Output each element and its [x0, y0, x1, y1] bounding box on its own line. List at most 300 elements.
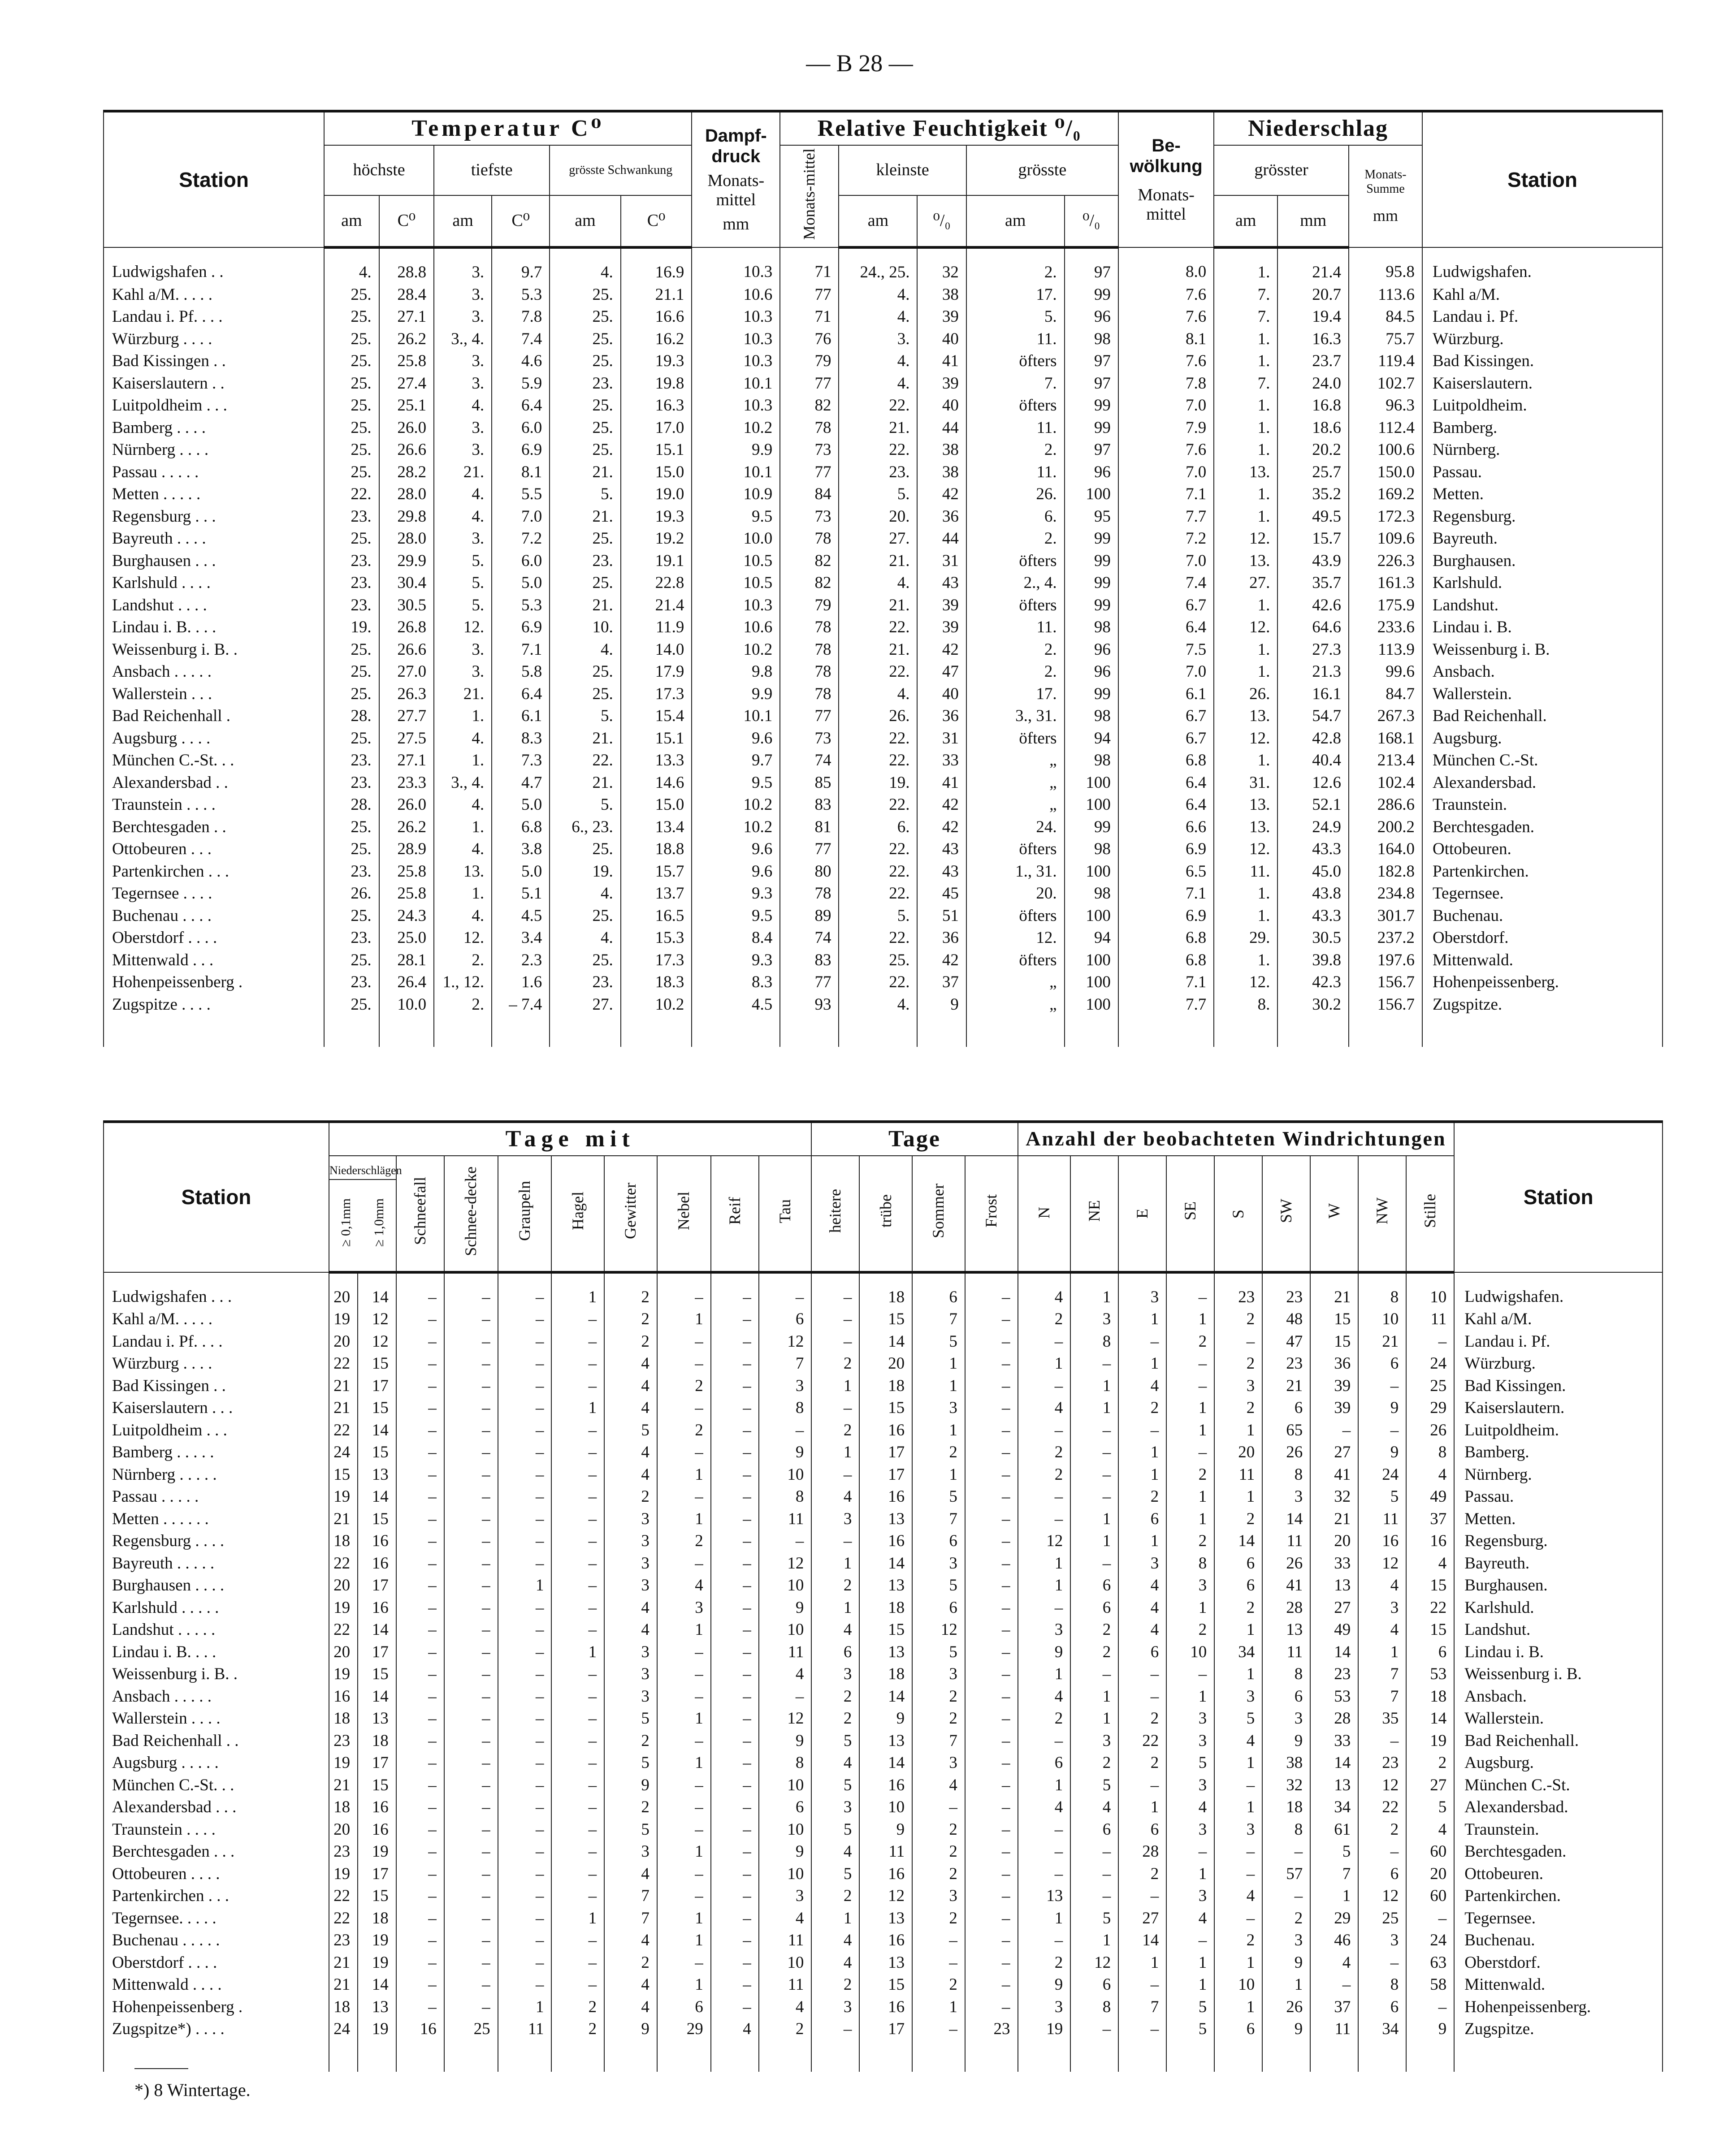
value-cell: 213.4 — [1349, 749, 1422, 772]
value-cell: 1 — [1166, 1419, 1214, 1442]
value-cell: 5.3 — [492, 284, 550, 306]
value-cell: 1 — [1358, 1641, 1406, 1663]
value-cell: 5. — [434, 594, 492, 617]
value-cell: – — [444, 1774, 498, 1797]
value-cell: 6 — [1358, 1352, 1406, 1375]
value-cell: 1. — [434, 816, 492, 838]
value-cell: 21.3 — [1277, 661, 1349, 683]
value-cell: 6 — [1214, 2018, 1262, 2040]
value-cell: 26.3 — [379, 683, 434, 705]
value-cell: – — [396, 1929, 444, 1952]
station-cell: Burghausen. — [1422, 550, 1663, 572]
value-cell: – — [444, 1974, 498, 1996]
value-cell: 3 — [604, 1663, 657, 1685]
value-cell: 8 — [1358, 1272, 1406, 1309]
value-cell: 3 — [1070, 1730, 1118, 1752]
value-cell: – — [551, 1419, 604, 1442]
station-cell: Bayreuth. — [1454, 1552, 1663, 1575]
summer-days-label: Sommer — [929, 1184, 948, 1239]
station-cell: Nürnberg. — [1422, 439, 1663, 461]
value-cell: öfters — [966, 394, 1065, 417]
value-cell: 2 — [1118, 1486, 1166, 1508]
value-cell: 15.1 — [621, 727, 692, 750]
value-cell: 74 — [780, 749, 839, 772]
value-cell: 10.1 — [692, 705, 780, 727]
station-cell: München C.-St. — [1422, 749, 1663, 772]
value-cell: 4 — [759, 1996, 812, 2018]
value-cell: 61 — [1310, 1819, 1358, 1841]
station-cell: Würzburg . . . . — [104, 328, 324, 350]
value-cell: 1. — [1214, 594, 1277, 617]
value-cell: 5 — [1358, 1486, 1406, 1508]
col-am: am — [550, 195, 621, 247]
value-cell: 10 — [1214, 1974, 1262, 1996]
value-cell: 1. — [1214, 661, 1277, 683]
value-cell: 13 — [358, 1464, 396, 1486]
value-cell: 25. — [324, 639, 379, 661]
station-cell: Hohenpeissenberg . — [104, 971, 324, 994]
value-cell: – — [711, 1707, 759, 1730]
value-cell: 8 — [1070, 1996, 1118, 2018]
value-cell: 2 — [1214, 1508, 1262, 1530]
value-cell: 22 — [329, 1885, 358, 1907]
value-cell: – — [396, 1308, 444, 1331]
value-cell: 30.4 — [379, 572, 434, 594]
value-cell: 4 — [604, 1352, 657, 1375]
value-cell: 79 — [780, 594, 839, 617]
value-cell: 21. — [550, 594, 621, 617]
station-cell: Mittenwald. — [1454, 1974, 1663, 1996]
value-cell: 19 — [358, 1929, 396, 1952]
value-cell: 8 — [1166, 1552, 1214, 1575]
value-cell: 1 — [1018, 1663, 1071, 1685]
value-cell: 100 — [1065, 949, 1118, 972]
table-row — [104, 683, 1663, 705]
value-cell: 25 — [1406, 1375, 1454, 1397]
station-cell: Partenkirchen. — [1422, 860, 1663, 883]
value-cell: 2 — [657, 1375, 711, 1397]
empty-cell — [604, 2040, 657, 2072]
value-cell: 13. — [1214, 461, 1277, 484]
value-cell: 22 — [329, 1352, 358, 1375]
value-cell: – — [711, 1996, 759, 2018]
value-cell: – — [965, 1619, 1018, 1641]
value-cell: 1 — [811, 1552, 859, 1575]
value-cell: 7 — [912, 1730, 965, 1752]
value-cell: 2 — [1070, 1641, 1118, 1663]
value-cell: – — [711, 1574, 759, 1597]
station-cell: Ottobeuren. — [1454, 1863, 1663, 1885]
value-cell: – — [1018, 1486, 1071, 1508]
value-cell: 1 — [1070, 1929, 1118, 1952]
value-cell: 169.2 — [1349, 483, 1422, 506]
value-cell: 39 — [917, 306, 966, 328]
table-row — [104, 1464, 1663, 1486]
value-cell: 1 — [657, 1929, 711, 1952]
value-cell: 6 — [912, 1530, 965, 1552]
value-cell: – — [444, 1464, 498, 1486]
value-cell: – — [444, 1419, 498, 1442]
value-cell: – — [811, 1530, 859, 1552]
value-cell: 29. — [1214, 927, 1277, 949]
value-cell: 96.3 — [1349, 394, 1422, 417]
value-cell: – — [551, 1530, 604, 1552]
value-cell: – — [498, 1685, 552, 1708]
value-cell: 3 — [1262, 1707, 1310, 1730]
value-cell: 25. — [324, 417, 379, 439]
value-cell: 4 — [811, 1486, 859, 1508]
value-cell: 21 — [1310, 1272, 1358, 1309]
value-cell: 21. — [434, 683, 492, 705]
value-cell: 26 — [1262, 1441, 1310, 1464]
value-cell: 82 — [780, 572, 839, 594]
value-cell: 4.6 — [492, 350, 550, 372]
value-cell: 3.8 — [492, 838, 550, 860]
value-cell: 19.8 — [621, 372, 692, 395]
value-cell: – — [1118, 1885, 1166, 1907]
value-cell: 35.2 — [1277, 483, 1349, 506]
value-cell: 14 — [1406, 1707, 1454, 1730]
value-cell: 25. — [324, 661, 379, 683]
value-cell: 21 — [329, 1508, 358, 1530]
value-cell: 26.6 — [379, 439, 434, 461]
value-cell: 15.0 — [621, 461, 692, 484]
value-cell: 19 — [329, 1597, 358, 1619]
table-row — [104, 1331, 1663, 1353]
value-cell: 3 — [912, 1885, 965, 1907]
value-cell: 15 — [358, 1397, 396, 1419]
station-cell: Augsburg . . . . . — [104, 1752, 329, 1774]
value-cell: 39 — [1310, 1375, 1358, 1397]
station-cell: Lindau i. B. . . . — [104, 1641, 329, 1663]
frost-days-label: Frost — [982, 1194, 1000, 1228]
table-row — [104, 1707, 1663, 1730]
value-cell: 6.9 — [1118, 905, 1214, 927]
station-cell: Bamberg . . . . — [104, 417, 324, 439]
vapor-monthly-label: Monats-mittel — [707, 171, 765, 210]
station-cell: Traunstein. — [1454, 1819, 1663, 1841]
value-cell: 1 — [1310, 1885, 1358, 1907]
station-cell: Karlshuld . . . . — [104, 572, 324, 594]
value-cell: – — [1070, 1419, 1118, 1442]
value-cell: – — [551, 1375, 604, 1397]
value-cell: 43.3 — [1277, 838, 1349, 860]
value-cell: 5 — [811, 1819, 859, 1841]
wind-nw-header — [1358, 1156, 1406, 1272]
value-cell: 78 — [780, 639, 839, 661]
value-cell: 1 — [1166, 1508, 1214, 1530]
station-cell: Bamberg . . . . . — [104, 1441, 329, 1464]
value-cell: – — [1118, 1974, 1166, 1996]
value-cell: 95 — [1065, 506, 1118, 528]
value-cell: – — [444, 1441, 498, 1464]
value-cell: – — [498, 1663, 552, 1685]
value-cell: 49 — [1406, 1486, 1454, 1508]
max-range-header: grösste Schwankung — [550, 145, 692, 195]
value-cell: 4.7 — [492, 772, 550, 794]
value-cell: 13. — [1214, 794, 1277, 816]
value-cell: 6 — [912, 1597, 965, 1619]
value-cell: 16 — [358, 1597, 396, 1619]
value-cell: 11 — [759, 1929, 812, 1952]
value-cell: 98 — [1065, 882, 1118, 905]
station-cell: Passau. — [1422, 461, 1663, 484]
value-cell: – — [965, 1663, 1018, 1685]
value-cell: 27 — [1310, 1597, 1358, 1619]
station-cell: Bad Reichenhall. — [1422, 705, 1663, 727]
value-cell: 14 — [1214, 1530, 1262, 1552]
value-cell: 3 — [811, 1996, 859, 2018]
value-cell: – — [965, 1996, 1018, 2018]
value-cell: – — [1018, 1929, 1071, 1952]
value-cell: 29 — [1406, 1397, 1454, 1419]
value-cell: – — [551, 1574, 604, 1597]
value-cell: 6.7 — [1118, 705, 1214, 727]
value-cell: 80 — [780, 860, 839, 883]
station-cell: München C.-St. . . — [104, 749, 324, 772]
value-cell: 3. — [434, 639, 492, 661]
value-cell: 6.4 — [492, 394, 550, 417]
value-cell: 4. — [550, 882, 621, 905]
value-cell: 2 — [1118, 1397, 1166, 1419]
value-cell: 97 — [1065, 247, 1118, 284]
value-cell: 100 — [1065, 483, 1118, 506]
thunder-label: Gewitter — [621, 1183, 640, 1240]
value-cell: 100 — [1065, 772, 1118, 794]
station-cell: Alexandersbad . . — [104, 772, 324, 794]
value-cell: 7.2 — [492, 527, 550, 550]
value-cell: 28.1 — [379, 949, 434, 972]
station-cell: Kahl a/M. . . . . — [104, 284, 324, 306]
value-cell: 112.4 — [1349, 417, 1422, 439]
value-cell: – — [1214, 1331, 1262, 1353]
value-cell: 109.6 — [1349, 527, 1422, 550]
value-cell: 12 — [759, 1707, 812, 1730]
value-cell: 96 — [1065, 461, 1118, 484]
value-cell: 4. — [434, 905, 492, 927]
value-cell: 15 — [358, 1508, 396, 1530]
wind-s-label: S — [1229, 1209, 1247, 1218]
value-cell: 4 — [604, 1996, 657, 2018]
station-cell: Zugspitze. — [1422, 994, 1663, 1016]
value-cell: 8.0 — [1118, 247, 1214, 284]
col-pct: ⁰/₀ — [917, 195, 966, 247]
value-cell: 22. — [839, 394, 917, 417]
value-cell: 22 — [1406, 1597, 1454, 1619]
value-cell: – — [711, 1308, 759, 1331]
value-cell: 64.6 — [1277, 616, 1349, 639]
value-cell: – — [498, 1819, 552, 1841]
value-cell: 1 — [1118, 1441, 1166, 1464]
value-cell: 17.3 — [621, 683, 692, 705]
value-cell: – — [759, 1272, 812, 1309]
table-row — [104, 483, 1663, 506]
value-cell: 73 — [780, 727, 839, 750]
value-cell: – — [811, 1308, 859, 1331]
graupel-label: Graupeln — [515, 1181, 533, 1241]
value-cell: 42.3 — [1277, 971, 1349, 994]
value-cell: 6.4 — [1118, 772, 1214, 794]
value-cell: 12 — [358, 1331, 396, 1353]
station-cell: Lindau i. B. — [1422, 616, 1663, 639]
value-cell: 78 — [780, 616, 839, 639]
value-cell: 24.3 — [379, 905, 434, 927]
station-cell: Weissenburg i. B. . — [104, 639, 324, 661]
value-cell: 3., 4. — [434, 772, 492, 794]
value-cell: 2 — [912, 1707, 965, 1730]
value-cell: 25. — [324, 905, 379, 927]
value-cell: – — [498, 1486, 552, 1508]
value-cell: 24 — [1358, 1464, 1406, 1486]
value-cell: 27. — [839, 527, 917, 550]
vapor-unit: mm — [723, 215, 749, 234]
value-cell: 16 — [358, 1530, 396, 1552]
value-cell: 9 — [1358, 1397, 1406, 1419]
value-cell: – — [657, 1885, 711, 1907]
value-cell: – — [711, 1863, 759, 1885]
value-cell: 18 — [859, 1375, 912, 1397]
value-cell: 84 — [780, 483, 839, 506]
value-cell: 22. — [839, 616, 917, 639]
value-cell: 2 — [912, 1863, 965, 1885]
value-cell: 7.0 — [1118, 550, 1214, 572]
table-row — [104, 439, 1663, 461]
value-cell: 1. — [1214, 949, 1277, 972]
value-cell: 18 — [859, 1663, 912, 1685]
value-cell: 6.8 — [1118, 949, 1214, 972]
value-cell: 74 — [780, 927, 839, 949]
value-cell: 3 — [1070, 1308, 1118, 1331]
value-cell: – — [396, 1331, 444, 1353]
value-cell: 5.8 — [492, 661, 550, 683]
value-cell: 10. — [550, 616, 621, 639]
value-cell: – — [444, 1952, 498, 1974]
value-cell: 10.5 — [692, 550, 780, 572]
wind-w-header — [1310, 1156, 1358, 1272]
value-cell: – — [1166, 1352, 1214, 1375]
value-cell: 1 — [1070, 1707, 1118, 1730]
value-cell: 1 — [1070, 1375, 1118, 1397]
value-cell: – — [396, 1685, 444, 1708]
precip-days-label: Niederschlägen — [329, 1162, 396, 1180]
value-cell: – — [1358, 1419, 1406, 1442]
value-cell: 39 — [1310, 1397, 1358, 1419]
value-cell: 9 — [859, 1707, 912, 1730]
value-cell: – 7.4 — [492, 994, 550, 1016]
value-cell: 25. — [324, 306, 379, 328]
table-row — [104, 1508, 1663, 1530]
value-cell: 10 — [759, 1819, 812, 1841]
value-cell: 23.7 — [1277, 350, 1349, 372]
value-cell: 1 — [912, 1464, 965, 1486]
value-cell: 3 — [912, 1397, 965, 1419]
table-row — [104, 1574, 1663, 1597]
value-cell: 25. — [550, 661, 621, 683]
value-cell: 3 — [1166, 1774, 1214, 1797]
value-cell: – — [657, 1397, 711, 1419]
value-cell: 45.0 — [1277, 860, 1349, 883]
value-cell: – — [1166, 1375, 1214, 1397]
value-cell: 22 — [1118, 1730, 1166, 1752]
value-cell: 16.3 — [1277, 328, 1349, 350]
value-cell: – — [551, 1885, 604, 1907]
value-cell: – — [498, 1863, 552, 1885]
value-cell: – — [811, 1272, 859, 1309]
value-cell: – — [444, 1508, 498, 1530]
value-cell: – — [444, 1996, 498, 2018]
table-row — [104, 927, 1663, 949]
value-cell: 23. — [550, 971, 621, 994]
value-cell: – — [811, 1464, 859, 1486]
value-cell: 35 — [1358, 1707, 1406, 1730]
value-cell: 9 — [759, 1841, 812, 1863]
humidity-monthly-label: Monats-mittel — [800, 148, 818, 240]
empty-cell — [1277, 1015, 1349, 1047]
value-cell: 22. — [839, 882, 917, 905]
value-cell: – — [811, 2018, 859, 2040]
value-cell: 16.9 — [621, 247, 692, 284]
value-cell: – — [498, 1597, 552, 1619]
empty-cell — [1358, 2040, 1406, 2072]
value-cell: 3 — [1018, 1619, 1071, 1641]
value-cell: 21.1 — [621, 284, 692, 306]
station-cell: Ottobeuren . . . . — [104, 1863, 329, 1885]
value-cell: 182.8 — [1349, 860, 1422, 883]
value-cell: 17.0 — [621, 417, 692, 439]
value-cell: – — [711, 1885, 759, 1907]
value-cell: 16 — [859, 1863, 912, 1885]
value-cell: – — [965, 1375, 1018, 1397]
value-cell: 9 — [759, 1730, 812, 1752]
value-cell: 11 — [759, 1508, 812, 1530]
table-row — [104, 506, 1663, 528]
value-cell: 25 — [444, 2018, 498, 2040]
table-row — [104, 284, 1663, 306]
value-cell: 20 — [1214, 1441, 1262, 1464]
value-cell: 18 — [329, 1796, 358, 1819]
value-cell: 7. — [1214, 306, 1277, 328]
value-cell: – — [912, 1929, 965, 1952]
value-cell: 1 — [1118, 1308, 1166, 1331]
value-cell: 9 — [759, 1441, 812, 1464]
vapor-pressure-label: Dampf-druck — [705, 125, 767, 166]
station-cell: Zugspitze . . . . — [104, 994, 324, 1016]
station-cell: Wallerstein . . . — [104, 683, 324, 705]
value-cell: – — [657, 1486, 711, 1508]
table-row — [104, 1419, 1663, 1442]
value-cell: 1 — [1070, 1530, 1118, 1552]
value-cell: 23 — [1310, 1663, 1358, 1685]
col-mm: mm — [1277, 195, 1349, 247]
value-cell: – — [498, 1530, 552, 1552]
value-cell: 3. — [434, 439, 492, 461]
value-cell: 28.8 — [379, 247, 434, 284]
value-cell: 20 — [329, 1574, 358, 1597]
value-cell: 6 — [1118, 1641, 1166, 1663]
station-cell: Ludwigshafen . . . — [104, 1272, 329, 1309]
value-cell: 14 — [859, 1552, 912, 1575]
value-cell: – — [396, 1841, 444, 1863]
value-cell: 25. — [324, 439, 379, 461]
value-cell: 41 — [1310, 1464, 1358, 1486]
value-cell: 4 — [1166, 1796, 1214, 1819]
value-cell: 31. — [1214, 772, 1277, 794]
value-cell: – — [965, 1419, 1018, 1442]
value-cell: 9.9 — [692, 439, 780, 461]
value-cell: 39.8 — [1277, 949, 1349, 972]
value-cell: 20 — [329, 1641, 358, 1663]
value-cell: 14 — [358, 1486, 396, 1508]
